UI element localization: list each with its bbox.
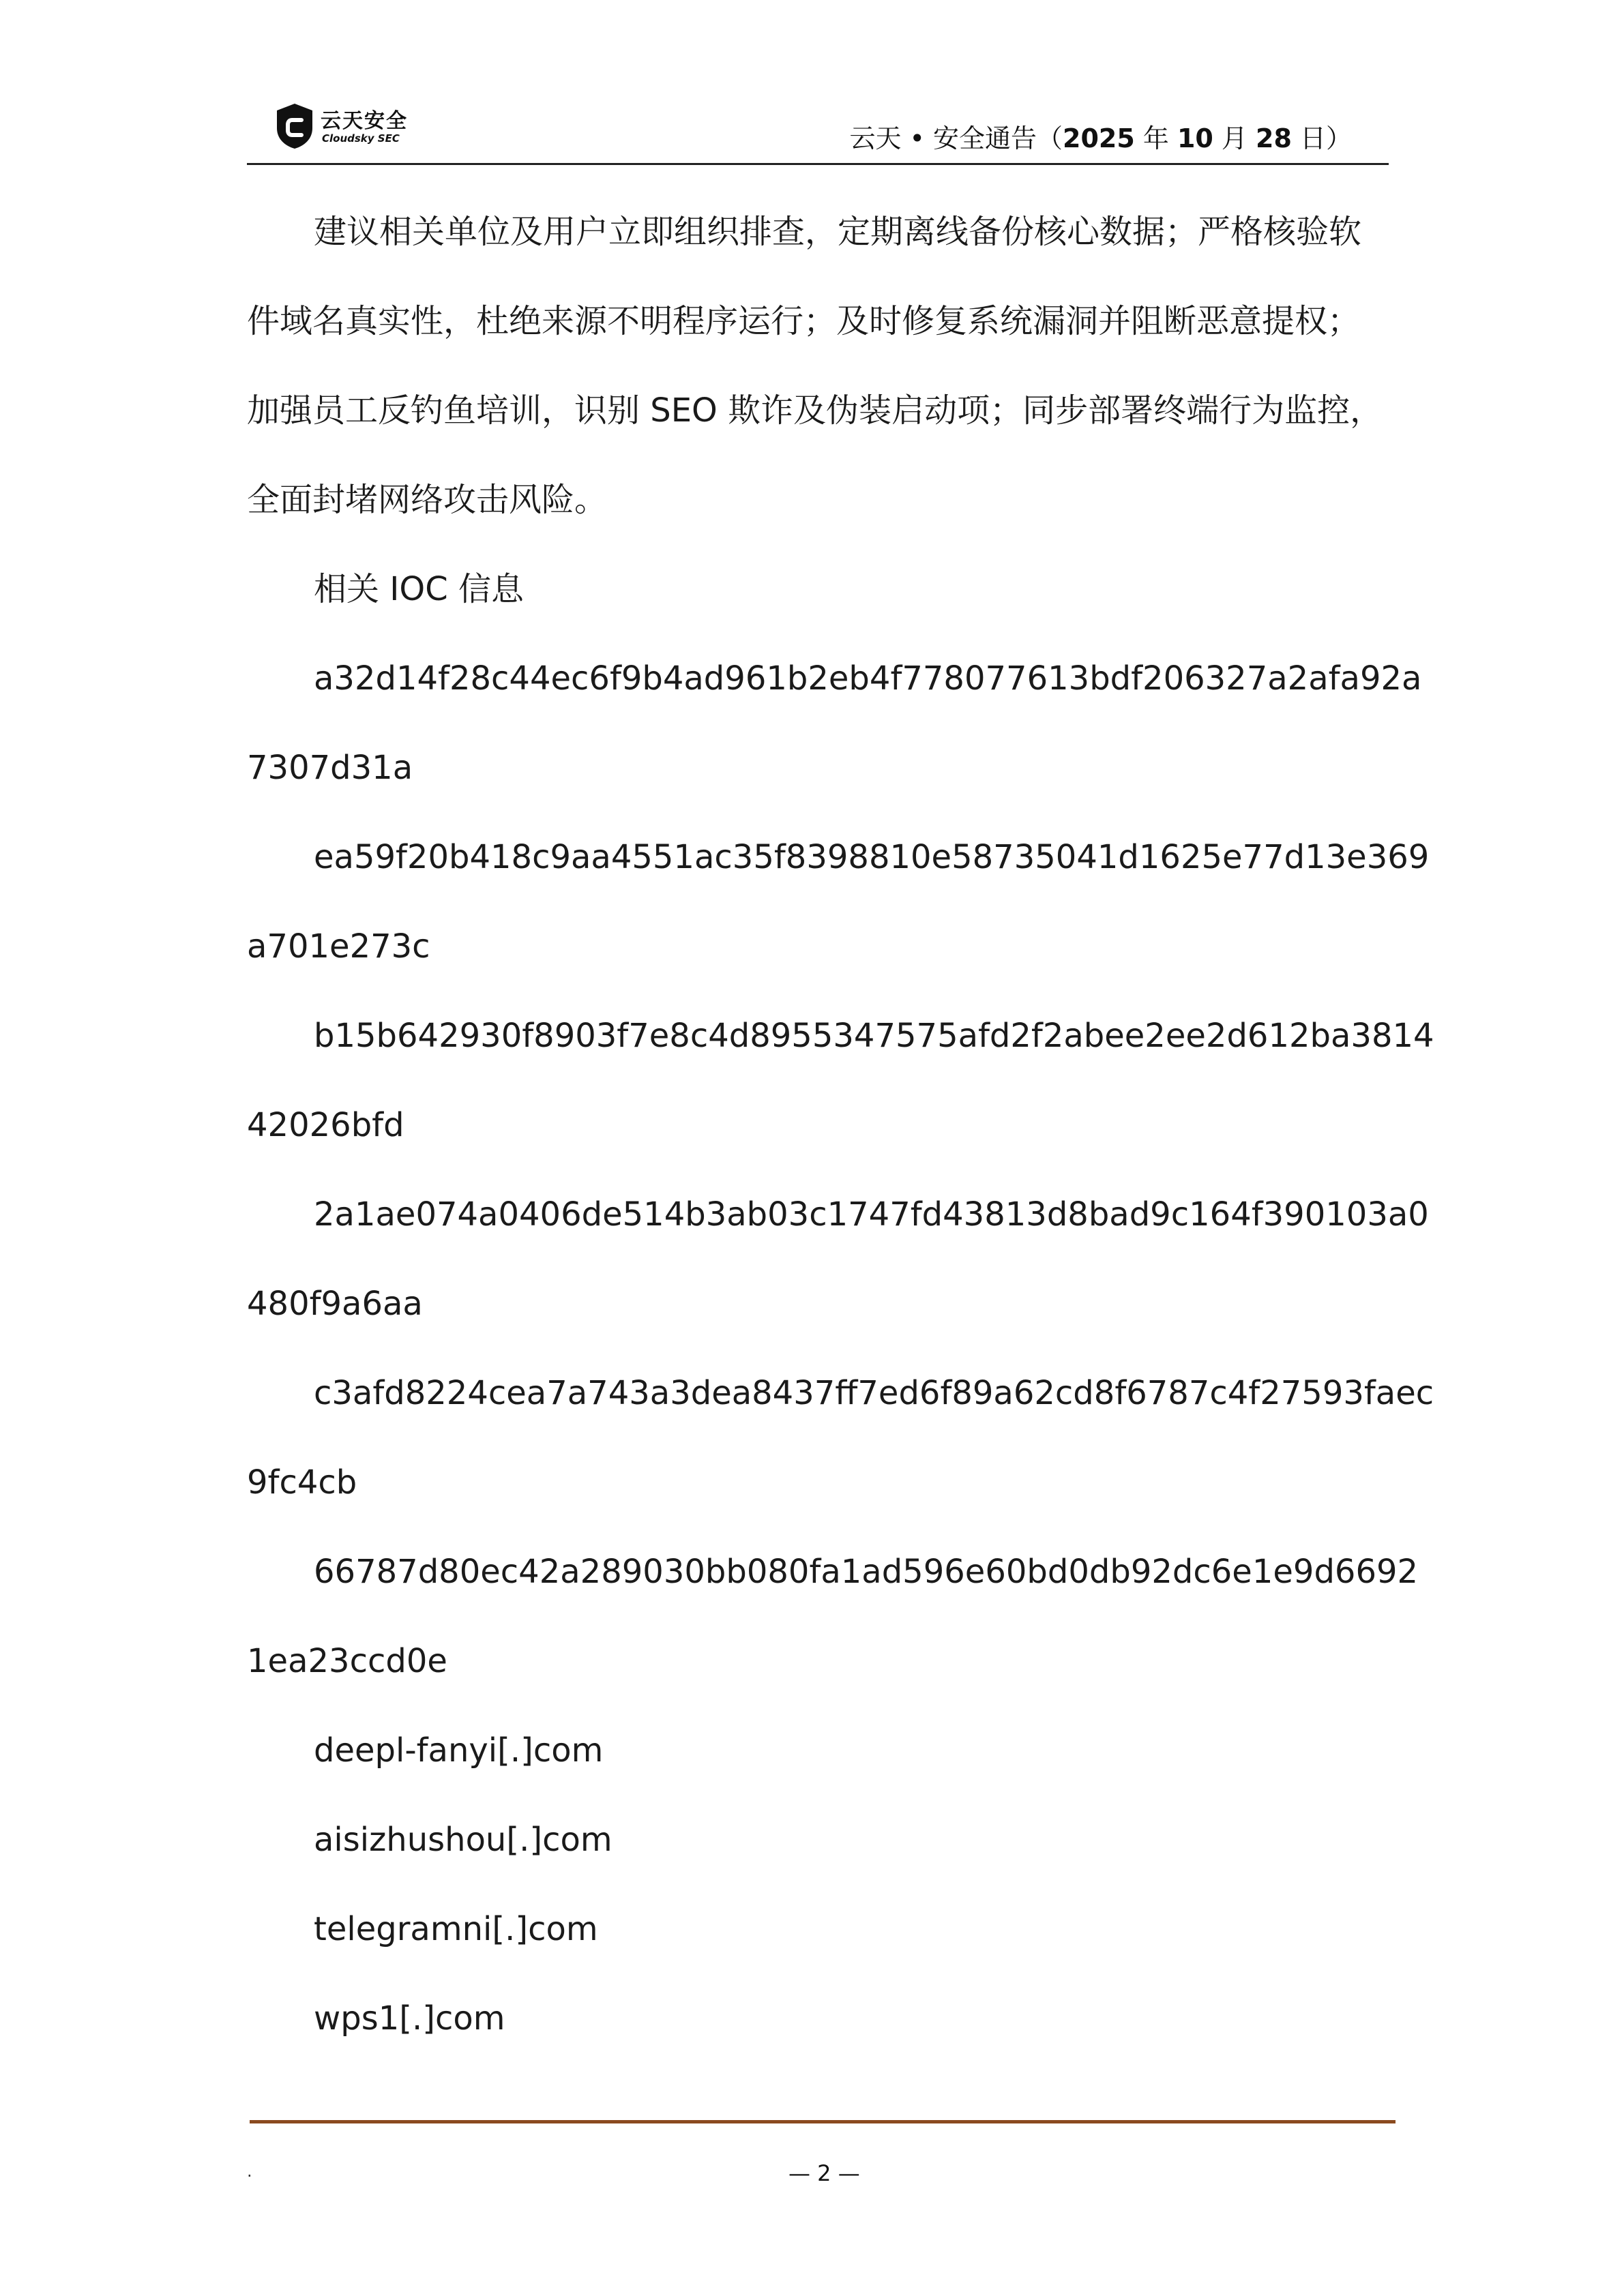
paragraph-line: 全面封堵网络攻击风险。 xyxy=(247,481,608,519)
ioc-hash: 66787d80ec42a289030bb080fa1ad596e60bd0db92dc6e1e9d6692 xyxy=(314,1553,1419,1591)
ioc-hash: a32d14f28c44ec6f9b4ad961b2eb4f778077613bdf206327a2afa92a xyxy=(314,659,1422,698)
title-prefix: 云天 • 安全通告（ xyxy=(849,123,1063,153)
paragraph-line: 加强员工反钓鱼培训，识别 SEO 欺诈及伪装启动项；同步部署终端行为监控， xyxy=(247,391,1383,430)
footer-divider xyxy=(250,2120,1396,2123)
shield-logo-icon xyxy=(274,102,315,150)
ioc-hash: 2a1ae074a0406de514b3ab03c1747fd43813d8bad9c164f390103a0 xyxy=(314,1195,1429,1234)
paragraph-line: 建议相关单位及用户立即组织排查，定期离线备份核心数据；严格核验软 xyxy=(314,213,1362,251)
ioc-hash-continuation: a701e273c xyxy=(247,927,430,966)
header-divider xyxy=(247,163,1389,165)
logo-text-cn: 云天安全 xyxy=(321,109,408,133)
logo-text-en: Cloudsky SEC xyxy=(322,132,400,145)
ioc-domain: deepl-fanyi[.]com xyxy=(314,1731,604,1770)
ioc-hash-continuation: 9fc4cb xyxy=(247,1463,357,1502)
page-number: — 2 — xyxy=(788,2160,860,2186)
ioc-hash-continuation: 480f9a6aa xyxy=(247,1285,423,1323)
page-header xyxy=(247,95,1389,164)
title-year-unit: 年 xyxy=(1134,123,1177,153)
company-logo xyxy=(274,102,452,157)
footer-dot: . xyxy=(247,2162,252,2181)
title-day-unit: 日） xyxy=(1291,123,1352,153)
title-year: 2025 xyxy=(1063,123,1135,153)
bulletin-title xyxy=(849,117,1352,155)
ioc-heading: 相关 IOC 信息 xyxy=(314,570,524,608)
ioc-hash: b15b642930f8903f7e8c4d8955347575afd2f2abee2ee2d612ba3814 xyxy=(314,1017,1434,1055)
title-month-unit: 月 xyxy=(1213,123,1256,153)
ioc-hash: c3afd8224cea7a743a3dea8437ff7ed6f89a62cd8f6787c4f27593faec xyxy=(314,1374,1434,1412)
ioc-domain: telegramni[.]com xyxy=(314,1910,598,1948)
ioc-domain: aisizhushou[.]com xyxy=(314,1821,612,1859)
paragraph-line: 件域名真实性，杜绝来源不明程序运行；及时修复系统漏洞并阻断恶意提权； xyxy=(247,302,1361,340)
title-month: 10 xyxy=(1177,123,1213,153)
ioc-domain: wps1[.]com xyxy=(314,1999,505,2038)
ioc-hash: ea59f20b418c9aa4551ac35f8398810e58735041d1625e77d13e369 xyxy=(314,838,1430,876)
title-day: 28 xyxy=(1256,123,1292,153)
ioc-hash-continuation: 1ea23ccd0e xyxy=(247,1642,447,1680)
ioc-hash-continuation: 7307d31a xyxy=(247,749,413,787)
ioc-hash-continuation: 42026bfd xyxy=(247,1106,404,1144)
